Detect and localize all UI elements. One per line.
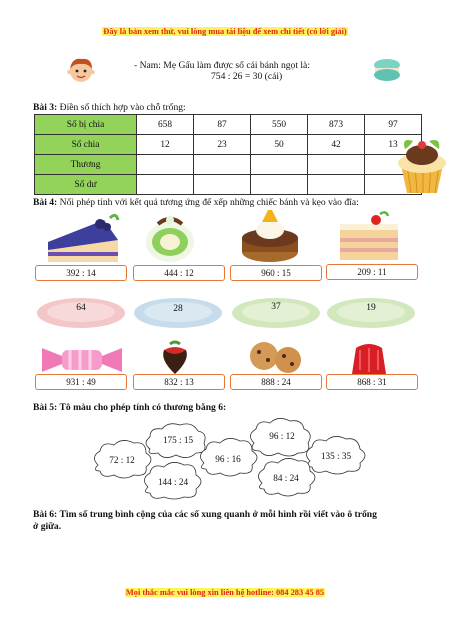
plate-value: 19	[366, 303, 376, 313]
answer-cell[interactable]	[194, 155, 251, 175]
bai6-line-2: ở giữa.	[33, 521, 62, 532]
answer-cell[interactable]	[308, 155, 365, 175]
bai5-heading: Bài 5: Tô màu cho phép tính có thương bằng 6:	[33, 402, 227, 413]
blueberry-cake-icon	[44, 212, 122, 266]
table-cell: 42	[308, 135, 365, 155]
row-label: Số chia	[35, 135, 137, 155]
table-row-quotient	[35, 155, 422, 175]
row-label: Số dư	[35, 175, 137, 195]
bai3-label: Bài 3:	[33, 102, 58, 113]
boy-icon	[66, 54, 96, 86]
plate-value: 37	[271, 302, 281, 312]
answer-cell[interactable]	[308, 175, 365, 195]
table-cell: 873	[308, 115, 365, 135]
sweet-tag[interactable]: 832 : 13	[133, 374, 225, 390]
table-cell: 550	[251, 115, 308, 135]
table-cell: 23	[194, 135, 251, 155]
bai4-heading	[33, 197, 359, 208]
table-cell: 658	[137, 115, 194, 135]
cloud-expression[interactable]: 96 : 12	[269, 431, 295, 441]
strawberry-icon	[158, 340, 192, 376]
cream-cake-icon	[240, 208, 300, 264]
answer-cell[interactable]	[251, 175, 308, 195]
preview-banner: Đây là bản xem thử, vui lòng mua tài liệu để xem chi tiết (có lời giải)	[103, 27, 347, 36]
row-label: Số bị chia	[35, 115, 137, 135]
bai3-table	[34, 114, 422, 195]
cloud-expression[interactable]: 135 : 35	[320, 451, 352, 461]
macaron-icon	[372, 58, 402, 82]
bai6-line-1: Bài 6: Tìm số trung bình cộng của các số xung quanh ở mỗi hình rồi viết vào ô trống	[33, 509, 377, 520]
answer-cell[interactable]	[194, 175, 251, 195]
roll-cake-icon	[140, 212, 200, 264]
hotline-footer: Mọi thắc mắc vui lòng xin liên hệ hotline: 084 283 45 85	[125, 588, 325, 597]
sweet-tag[interactable]: 931 : 49	[35, 374, 127, 390]
cupcake-icon	[395, 135, 450, 197]
bai3-heading	[33, 102, 186, 113]
jelly-icon	[348, 340, 390, 376]
cloud-expression[interactable]: 72 : 12	[109, 455, 135, 465]
layer-cake-icon	[336, 210, 402, 264]
table-row-remainder	[35, 175, 422, 195]
plate-value: 28	[173, 304, 183, 314]
bai4-text: Nối phép tính với kết quả tương ứng để xếp những chiếc bánh và kẹo vào đĩa:	[57, 197, 359, 208]
plate-pink	[35, 296, 127, 330]
cake-tag[interactable]: 392 : 14	[35, 265, 127, 281]
candy-icon	[40, 344, 124, 374]
table-row-dividend	[35, 115, 422, 135]
intro-line-1: - Nam: Mẹ Gấu làm được số cái bánh ngọt là:	[134, 60, 310, 71]
sweet-tag[interactable]: 868 : 31	[326, 374, 418, 390]
bai4-label: Bài 4:	[33, 197, 58, 208]
bai3-text: Điền số thích hợp vào chỗ trống:	[57, 102, 186, 113]
table-cell: 50	[251, 135, 308, 155]
plate-green-2	[325, 296, 417, 330]
cloud-expression[interactable]: 144 : 24	[157, 477, 189, 487]
cake-tag[interactable]: 209 : 11	[326, 264, 418, 280]
answer-cell[interactable]	[251, 155, 308, 175]
cookies-icon	[244, 340, 310, 374]
table-row-divisor	[35, 135, 422, 155]
table-cell: 13	[365, 135, 422, 155]
cloud-expression[interactable]: 175 : 15	[162, 435, 194, 445]
table-cell: 12	[137, 135, 194, 155]
intro-line-2: 754 : 26 = 30 (cái)	[211, 71, 283, 82]
answer-cell[interactable]	[137, 175, 194, 195]
row-label: Thương	[35, 155, 137, 175]
table-cell: 97	[365, 115, 422, 135]
plate-value: 64	[76, 303, 86, 313]
table-cell: 87	[194, 115, 251, 135]
cake-tag[interactable]: 444 : 12	[133, 265, 225, 281]
cloud-expression[interactable]: 84 : 24	[273, 473, 299, 483]
sweet-tag[interactable]: 888 : 24	[230, 374, 322, 390]
cake-tag[interactable]: 960 : 15	[230, 265, 322, 281]
answer-cell[interactable]	[137, 155, 194, 175]
cloud-expression[interactable]: 96 : 16	[215, 454, 241, 464]
